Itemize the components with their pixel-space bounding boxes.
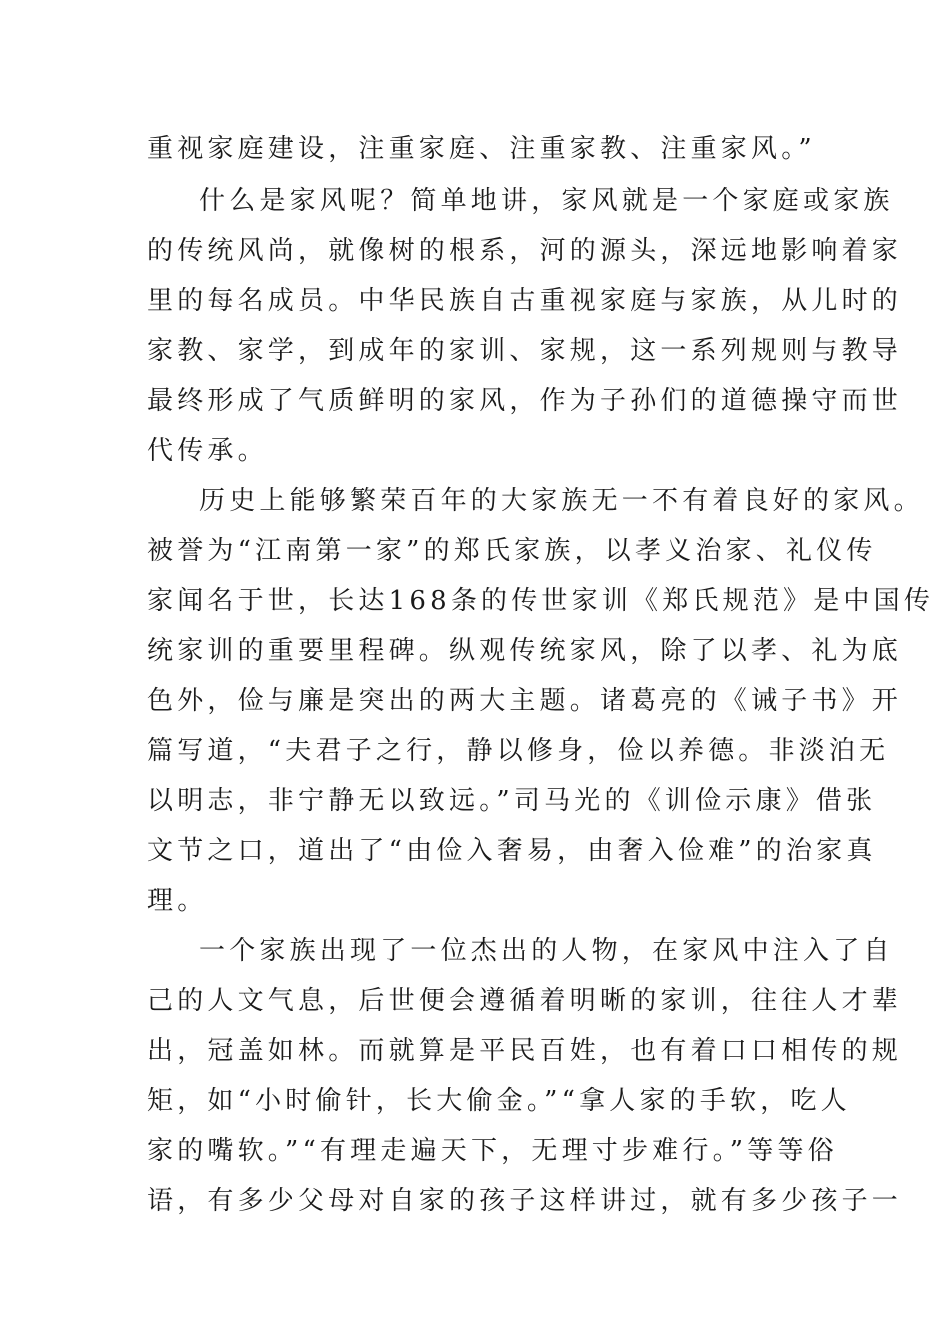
text-line: 被誉为“江南第一家”的郑氏家族，以孝义治家、礼仪传	[147, 536, 877, 566]
text-line: 家教、家学，到成年的家训、家规，这一系列规则与教导	[147, 336, 903, 366]
text-line: 最终形成了气质鲜明的家风，作为子孙们的道德操守而世	[147, 386, 903, 416]
text-line: 篇写道，“夫君子之行，静以修身，俭以养德。非淡泊无	[147, 736, 890, 766]
text-line: 重视家庭建设，注重家庭、注重家教、注重家风。”	[147, 134, 816, 164]
text-line: 出，冠盖如林。而就算是平民百姓，也有着口口相传的规	[147, 1036, 903, 1066]
text-line: 己的人文气息，后世便会遵循着明晰的家训，往往人才辈	[147, 986, 903, 1016]
text-line: 统家训的重要里程碑。纵观传统家风，除了以孝、礼为底	[147, 636, 903, 666]
text-line: 代传承。	[147, 436, 268, 466]
text-line: 理。	[147, 886, 208, 916]
text-line: 色外，俭与廉是突出的两大主题。诸葛亮的《诫子书》开	[147, 686, 903, 716]
paragraph-first-line: 历史上能够繁荣百年的大家族无一不有着良好的家风。	[199, 486, 924, 516]
text-line: 矩，如“小时偷针，长大偷金。”“拿人家的手软，吃人	[147, 1086, 851, 1116]
text-line: 以明志，非宁静无以致远。”司马光的《训俭示康》借张	[147, 786, 877, 816]
text-line: 家闻名于世，长达168条的传世家训《郑氏规范》是中国传	[147, 586, 935, 616]
text-line: 的传统风尚，就像树的根系，河的源头，深远地影响着家	[147, 236, 903, 266]
text-line: 家的嘴软。”“有理走遍天下，无理寸步难行。”等等俗	[147, 1136, 838, 1166]
text-line: 里的每名成员。中华民族自古重视家庭与家族，从儿时的	[147, 286, 903, 316]
paragraph-first-line: 一个家族出现了一位杰出的人物，在家风中注入了自	[199, 936, 894, 966]
text-line: 语，有多少父母对自家的孩子这样讲过，就有多少孩子一	[147, 1186, 903, 1216]
text-line: 文节之口，道出了“由俭入奢易，由奢入俭难”的治家真	[147, 836, 877, 866]
paragraph-first-line: 什么是家风呢？简单地讲，家风就是一个家庭或家族	[199, 186, 894, 216]
